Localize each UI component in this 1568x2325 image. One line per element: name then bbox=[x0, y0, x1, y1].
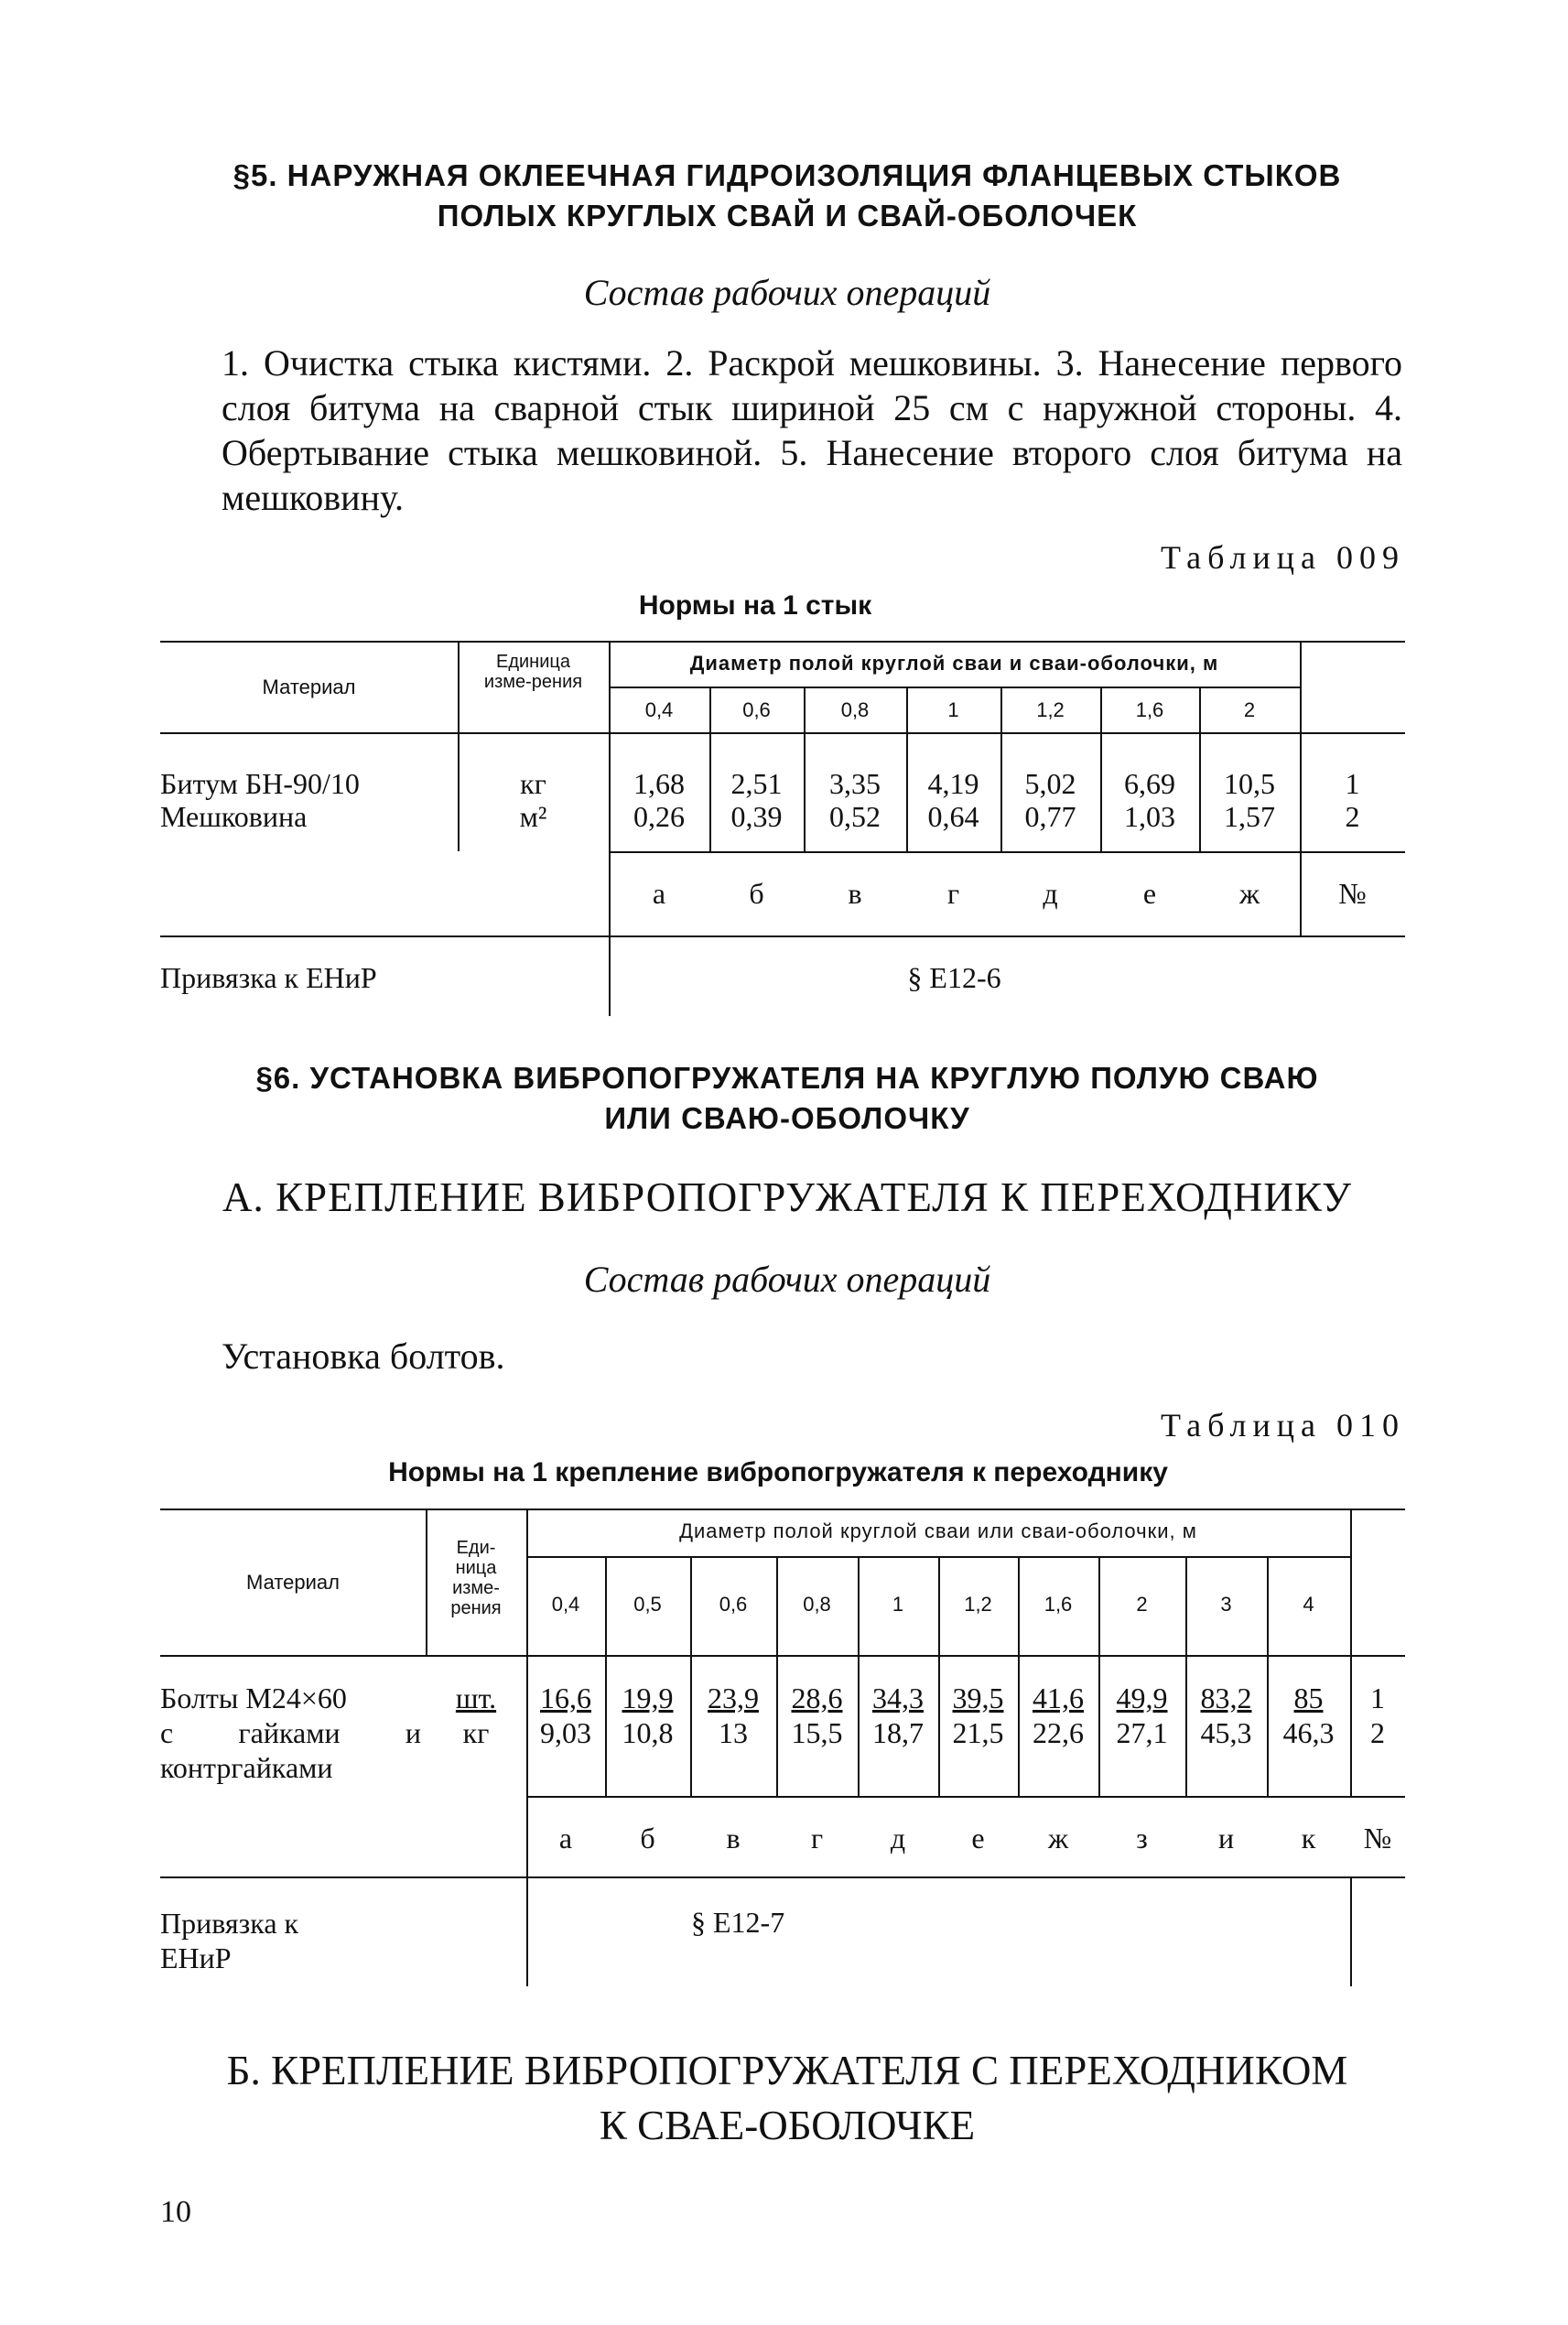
table009-header-unit: Единица изме-рения bbox=[483, 652, 583, 692]
table010-binding-value: § Е12-7 bbox=[691, 1906, 785, 1939]
table009-letter-4: д bbox=[1043, 877, 1058, 910]
table010-unit: шт. кг bbox=[455, 1682, 497, 1749]
page-number: 10 bbox=[160, 2195, 191, 2229]
table010-letter-1: б bbox=[640, 1822, 655, 1855]
table009-diameter-0: 0,4 bbox=[644, 698, 674, 721]
table009-value-r1-2: 3,35 bbox=[829, 767, 881, 800]
section5-title-line1: §5. НАРУЖНАЯ ОКЛЕЕЧНАЯ ГИДРОИЗОЛЯЦИЯ ФЛАНЦЕВЫХ СТЫКОВ bbox=[232, 158, 1342, 192]
table010-value-top-5: 39,5 bbox=[952, 1682, 1004, 1714]
table009-letter-1: б bbox=[749, 877, 764, 910]
section6-part-a: А. КРЕПЛЕНИЕ ВИБРОПОГРУЖАТЕЛЯ К ПЕРЕХОДНИКУ bbox=[222, 1174, 1352, 1220]
table010-header-unit: Еди- ница изме- рения bbox=[450, 1538, 502, 1618]
table010-diameter-8: 3 bbox=[1220, 1593, 1232, 1616]
table009-letter-3: г bbox=[946, 877, 960, 910]
table010-diameter-9: 4 bbox=[1303, 1593, 1314, 1616]
table009-binding-value: § Е12-6 bbox=[907, 961, 1001, 994]
table010-value-top-4: 34,3 bbox=[872, 1682, 924, 1714]
table009-letter-6: ж bbox=[1238, 877, 1260, 910]
part-b-title-line1: Б. КРЕПЛЕНИЕ ВИБРОПОГРУЖАТЕЛЯ С ПЕРЕХОДНИКОМ bbox=[226, 2048, 1348, 2093]
table010-value-top-1: 19,9 bbox=[622, 1682, 674, 1714]
table009-value-r2-6: 1,57 bbox=[1224, 800, 1275, 833]
table009-value-r2-5: 1,03 bbox=[1124, 800, 1175, 833]
table010-value-top-2: 23,9 bbox=[708, 1682, 759, 1714]
table010-diameter-7: 2 bbox=[1136, 1593, 1148, 1616]
table010-value-bottom-0: 9,03 bbox=[540, 1716, 591, 1749]
table010-diameter-3: 0,8 bbox=[803, 1593, 831, 1616]
table010-no-sign: № bbox=[1363, 1822, 1392, 1855]
table010-letter-4: д bbox=[890, 1822, 906, 1855]
table009-caption: Нормы на 1 стык bbox=[638, 590, 872, 621]
section5-subheading: Состав рабочих операций bbox=[583, 272, 991, 313]
table010-value-top-8: 83,2 bbox=[1200, 1682, 1252, 1714]
table009-material-1: Битум БН-90/10 bbox=[160, 767, 360, 800]
table009-letter-0: а bbox=[652, 877, 666, 910]
table009-unit-1: кг bbox=[520, 767, 546, 800]
table010-value-top-7: 49,9 bbox=[1116, 1682, 1168, 1714]
table010-letter-0: а bbox=[558, 1822, 573, 1855]
table009-binding-label: Привязка к ЕНиР bbox=[160, 961, 377, 994]
table009-value-r2-4: 0,77 bbox=[1024, 800, 1076, 833]
table009-number: Таблица 009 bbox=[1161, 539, 1405, 576]
table010-material: Болты М24×60 с гайками и контргайками bbox=[160, 1682, 421, 1784]
table009-value-r2-1: 0,39 bbox=[730, 800, 783, 833]
table010-diameter-2: 0,6 bbox=[719, 1593, 748, 1616]
table009-value-r1-5: 6,69 bbox=[1124, 767, 1175, 800]
table010-diameter-1: 0,5 bbox=[633, 1593, 662, 1616]
table010-value-top-3: 28,6 bbox=[791, 1682, 843, 1714]
table010-letter-7: з bbox=[1136, 1822, 1148, 1855]
table010-value-top-9: 85 bbox=[1293, 1682, 1324, 1714]
table009-diameter-5: 1,6 bbox=[1135, 698, 1164, 721]
table010-letter-9: к bbox=[1301, 1822, 1316, 1855]
table009-letter-5: е bbox=[1142, 877, 1157, 910]
section6-subheading: Состав рабочих операций bbox=[583, 1259, 991, 1300]
table009-value-r1-6: 10,5 bbox=[1224, 767, 1275, 800]
table010-letter-5: е bbox=[971, 1822, 985, 1855]
table009-letter-2: в bbox=[848, 877, 862, 910]
table010-value-bottom-8: 45,3 bbox=[1200, 1716, 1252, 1749]
table010-value-bottom-3: 15,5 bbox=[791, 1716, 843, 1749]
table010-diameter-4: 1 bbox=[892, 1593, 904, 1616]
table010-letter-8: и bbox=[1217, 1822, 1235, 1855]
table009-diameter-1: 0,6 bbox=[742, 698, 771, 721]
table010-header-diameter: Диаметр полой круглой сваи или сваи-оболочки, м bbox=[679, 1519, 1197, 1542]
table010-value-bottom-5: 21,5 bbox=[952, 1716, 1004, 1749]
table009-value-r1-1: 2,51 bbox=[730, 767, 783, 800]
table009-value-r1-3: 4,19 bbox=[927, 767, 979, 800]
table010-value-bottom-1: 10,8 bbox=[622, 1716, 674, 1749]
table010-value-bottom-6: 22,6 bbox=[1033, 1716, 1084, 1749]
table009-value-r2-3: 0,64 bbox=[927, 800, 979, 833]
section5-paragraph: 1. Очистка стыка кистями. 2. Раскрой мешковины. 3. Нанесение первого слоя битума на сварной стык шириной 25 см с наружной стороны. 4. Обертывание стыка мешковиной. 5. Нанесение второго слоя битума на мешковину. bbox=[222, 342, 1402, 518]
table009-value-r1-0: 1,68 bbox=[633, 767, 685, 800]
table009-diameter-2: 0,8 bbox=[840, 698, 870, 721]
table010-header-material: Материал bbox=[246, 1571, 340, 1594]
table009-diameter-4: 1,2 bbox=[1036, 698, 1065, 721]
table009-row-number-1: 1 bbox=[1345, 767, 1360, 800]
table009-diameter-3: 1 bbox=[947, 698, 959, 721]
table009-row-number-2: 2 bbox=[1345, 800, 1360, 833]
table010-letter-2: в bbox=[726, 1822, 741, 1855]
table010-value-bottom-4: 18,7 bbox=[872, 1716, 924, 1749]
table010-row-numbers: 1 2 bbox=[1370, 1682, 1385, 1749]
section6-title-line1: §6. УСТАНОВКА ВИБРОПОГРУЖАТЕЛЯ НА КРУГЛУЮ ПОЛУЮ СВАЮ bbox=[255, 1061, 1319, 1095]
table010-value-top-0: 16,6 bbox=[540, 1682, 591, 1714]
table010-value-bottom-2: 13 bbox=[719, 1716, 748, 1749]
table010-value-top-6: 41,6 bbox=[1033, 1682, 1084, 1714]
table010-binding-label: Привязка к ЕНиР bbox=[160, 1907, 299, 1974]
table009-value-r1-4: 5,02 bbox=[1024, 767, 1076, 800]
part-b-title-line2: К СВАЕ-ОБОЛОЧКЕ bbox=[599, 2103, 976, 2148]
table009-unit-2: м² bbox=[519, 800, 547, 833]
section6-paragraph: Установка болтов. bbox=[222, 1336, 505, 1377]
section5-title-line2: ПОЛЫХ КРУГЛЫХ СВАЙ И СВАЙ-ОБОЛОЧЕК bbox=[437, 199, 1138, 232]
table010-number: Таблица 010 bbox=[1161, 1407, 1405, 1444]
table010-diameter-5: 1,2 bbox=[964, 1593, 992, 1616]
table009-material-2: Мешковина bbox=[160, 800, 308, 833]
table009-header-material: Материал bbox=[262, 676, 356, 698]
table010-caption: Нормы на 1 крепление вибропогружателя к переходнику bbox=[388, 1457, 1168, 1487]
table009-diameter-6: 2 bbox=[1243, 698, 1256, 721]
table009-header-diameter: Диаметр полой круглой сваи и сваи-оболочки, м bbox=[689, 652, 1219, 675]
table010-value-bottom-7: 27,1 bbox=[1116, 1716, 1168, 1749]
table009-value-r2-0: 0,26 bbox=[633, 800, 685, 833]
table010-value-bottom-9: 46,3 bbox=[1282, 1716, 1335, 1749]
table010-letter-6: ж bbox=[1047, 1822, 1069, 1855]
section6-title-line2: ИЛИ СВАЮ-ОБОЛОЧКУ bbox=[604, 1101, 970, 1135]
table010-diameter-6: 1,6 bbox=[1044, 1593, 1073, 1616]
table010-diameter-0: 0,4 bbox=[551, 1593, 580, 1616]
table010-letter-3: г bbox=[810, 1822, 824, 1855]
table009-no-sign: № bbox=[1338, 877, 1367, 910]
table009-value-r2-2: 0,52 bbox=[829, 800, 881, 833]
